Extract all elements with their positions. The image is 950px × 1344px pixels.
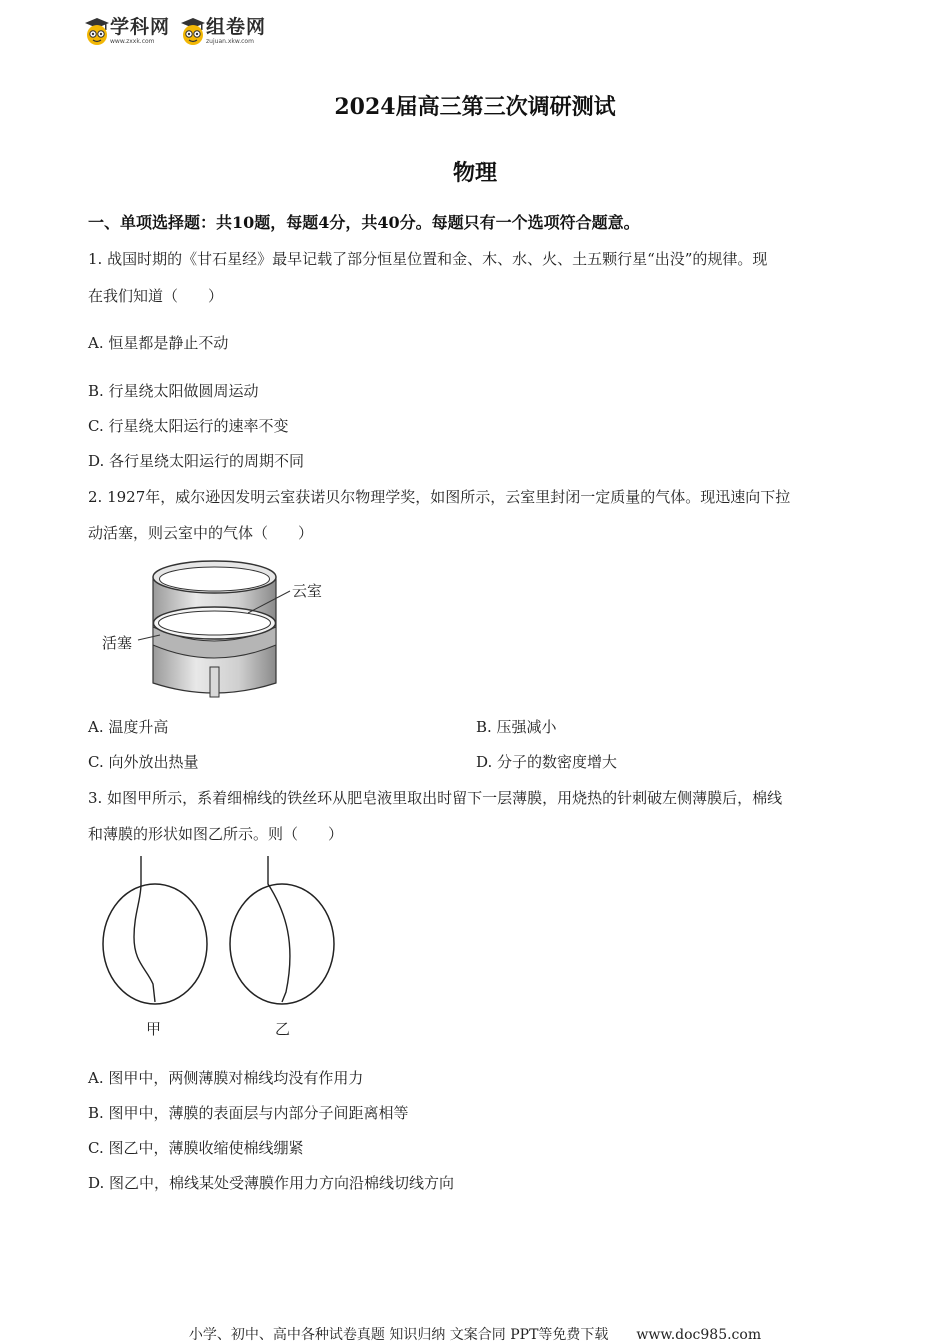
option-c: C. 向外放出热量 (88, 753, 199, 771)
option-b: B. 行星绕太阳做圆周运动 (88, 382, 259, 400)
question-stem-line: 和薄膜的形状如图乙所示。则（ ） (88, 825, 344, 843)
option-a: A. 图甲中，两侧薄膜对棉线均没有作用力 (88, 1069, 364, 1087)
option-d: D. 分子的数密度增大 (476, 753, 618, 771)
label-piston: 活塞 (102, 634, 133, 652)
question-stem-line: 在我们知道（ ） (88, 287, 224, 305)
question-stem-line: 1. 战国时期的《甘石星经》最早记载了部分恒星位置和金、木、水、火、土五颗行星“出没”的规律。现 (88, 250, 768, 268)
question-stem-line: 动活塞，则云室中的气体（ ） (88, 524, 314, 542)
logo-url: zujuan.xkw.com (206, 37, 254, 45)
subject-title: 物理 (452, 160, 497, 186)
section-heading: 一、单项选择题：共10题，每题4分，共40分。每题只有一个选项符合题意。 (88, 213, 640, 232)
option-a: A. 温度升高 (88, 718, 169, 736)
cloud-chamber-figure (98, 555, 358, 705)
logo-url: www.zxxk.com (110, 37, 155, 45)
page-title: 2024届高三第三次调研测试 (334, 94, 616, 120)
logo-zxxk[interactable] (84, 16, 170, 46)
label-jia: 甲 (146, 1020, 162, 1038)
logo-name: 组卷网 (206, 15, 267, 38)
mascot-icon (180, 16, 206, 46)
option-b: B. 图甲中，薄膜的表面层与内部分子间距离相等 (88, 1104, 409, 1122)
logo-zujuan[interactable] (180, 16, 266, 46)
soap-film-figure (96, 852, 346, 1012)
question-stem-line: 2. 1927年，威尔逊因发明云室获诺贝尔物理学奖，如图所示，云室里封闭一定质量的气体。现迅速向下拉 (88, 488, 791, 506)
question-stem-line: 3. 如图甲所示，系着细棉线的铁丝环从肥皂液里取出时留下一层薄膜，用烧热的针刺破左侧薄膜后，棉线 (88, 789, 783, 807)
option-d: D. 图乙中，棉线某处受薄膜作用力方向沿棉线切线方向 (88, 1174, 455, 1192)
option-c: C. 图乙中，薄膜收缩使棉线绷紧 (88, 1139, 304, 1157)
footer-text[interactable]: 小学、初中、高中各种试卷真题 知识归纳 文案合同 PPT等免费下载 www.doc985.com (188, 1327, 762, 1343)
option-d: D. 各行星绕太阳运行的周期不同 (88, 452, 305, 470)
header-logos (84, 14, 276, 48)
option-c: C. 行星绕太阳运行的速率不变 (88, 417, 289, 435)
option-a: A. 恒星都是静止不动 (88, 334, 229, 352)
option-b: B. 压强减小 (476, 718, 557, 736)
logo-name: 学科网 (110, 15, 171, 38)
mascot-icon (84, 16, 110, 46)
label-chamber: 云室 (292, 582, 323, 600)
label-yi: 乙 (275, 1020, 291, 1038)
